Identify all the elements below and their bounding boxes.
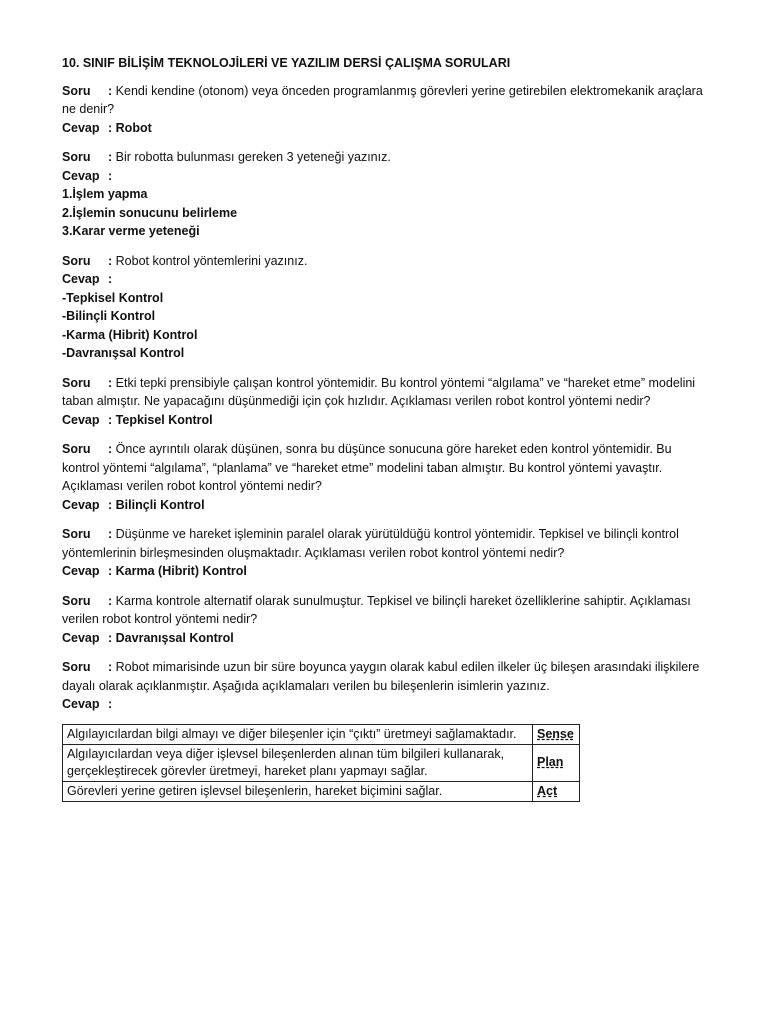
colon: :	[108, 630, 113, 645]
cevap-label: Cevap	[62, 564, 100, 578]
question-text: Önce ayrıntılı olarak düşünen, sonra bu düşünce sonucuna göre hareket eden kontrol yöntemidir. Bu kontrol yöntemi “algılama”, “planlama” ve “hareket etme” modelini taban almıştır. Bu kontrol yöntemi yavaştır. Açıklaması verilen robot kontrol yöntemi nedir?	[62, 442, 672, 493]
colon: :	[108, 497, 113, 512]
component-description: Görevleri yerine getiren işlevsel bileşenlerin, hareket biçimini sağlar.	[63, 781, 533, 801]
cevap-label: Cevap	[62, 272, 100, 286]
soru-label: Soru	[62, 660, 91, 674]
question-row	[62, 148, 706, 167]
answer-row	[62, 270, 706, 289]
question-text: Robot kontrol yöntemlerini yazınız.	[115, 253, 308, 268]
colon: :	[108, 697, 113, 711]
component-description: Algılayıcılardan veya diğer işlevsel bileşenlerden alınan tüm bilgileri kullanarak, gerçekleştirecek görevler üretmeyi, hareket planı yapmayı sağlar.	[63, 744, 533, 781]
soru-label: Soru	[62, 442, 91, 456]
question-row	[62, 82, 706, 119]
soru-label: Soru	[62, 150, 91, 164]
soru-label: Soru	[62, 375, 91, 390]
qa-block-6	[62, 525, 706, 581]
colon: :	[108, 272, 113, 286]
answer-row	[62, 695, 706, 714]
component-description: Algılayıcılardan bilgi almayı ve diğer bileşenler için “çıktı” üretmeyi sağlamaktadır.	[63, 724, 533, 744]
answer-text: Karma (Hibrit) Kontrol	[115, 564, 247, 578]
soru-label: Soru	[62, 593, 91, 608]
soru-label: Soru	[62, 527, 91, 541]
cevap-label: Cevap	[62, 168, 100, 183]
components-table	[62, 724, 580, 802]
question-text: Etki tepki prensibiyle çalışan kontrol yöntemidir. Bu kontrol yöntemi “algılama” ve “hareket etme” modelini taban almıştır. Ne yapacağını düşünmediği için çok hızlıdır. Açıklaması verilen robot kontrol yöntemi nedir?	[62, 375, 696, 408]
colon: :	[108, 83, 113, 98]
answer-row	[62, 167, 706, 186]
question-text: Robot mimarisinde uzun bir süre boyunca yaygın olarak kabul edilen ilkeler üç bileşen arasındaki ilişkilere dayalı olarak açıklanmıştır. Aşağıda açıklamaları verilen bu bileşenlerin isimlerin yazınız.	[62, 660, 700, 693]
answer-row	[62, 562, 706, 581]
soru-label: Soru	[62, 253, 91, 268]
cevap-label: Cevap	[62, 697, 100, 711]
question-text: Kendi kendine (otonom) veya önceden programlanmış görevleri yerine getirebilen elektromekanik araçlara ne denir?	[62, 83, 703, 116]
colon: :	[108, 253, 113, 268]
qa-block-3	[62, 252, 706, 363]
qa-block-1	[62, 82, 706, 138]
list-item: 3.Karar verme yeteneği	[62, 224, 200, 238]
colon: :	[108, 527, 113, 541]
question-row	[62, 440, 706, 496]
colon: :	[108, 168, 113, 183]
qa-block-2	[62, 148, 706, 241]
document-title: 10. SINIF BİLİŞİM TEKNOLOJİLERİ VE YAZILIM DERSİ ÇALIŞMA SORULARI	[62, 56, 511, 70]
cevap-label: Cevap	[62, 630, 100, 645]
component-name: Act	[533, 781, 580, 801]
list-item: 1.İşlem yapma	[62, 187, 148, 201]
list-item: -Tepkisel Kontrol	[62, 290, 164, 305]
qa-block-5	[62, 440, 706, 514]
question-row	[62, 592, 706, 629]
colon: :	[108, 442, 113, 456]
answer-row	[62, 496, 706, 515]
colon: :	[108, 660, 113, 674]
question-row	[62, 252, 706, 271]
table-row	[63, 724, 580, 744]
answer-text: Davranışsal Kontrol	[115, 630, 234, 645]
answer-row	[62, 411, 706, 430]
qa-block-7	[62, 592, 706, 648]
colon: :	[108, 120, 113, 135]
colon: :	[108, 593, 113, 608]
colon: :	[108, 564, 113, 578]
question-text: Bir robotta bulunması gereken 3 yeteneği yazınız.	[115, 150, 391, 164]
answer-text: Tepkisel Kontrol	[115, 412, 213, 427]
table-row	[63, 744, 580, 781]
list-item: -Davranışsal Kontrol	[62, 346, 185, 360]
soru-label: Soru	[62, 83, 91, 98]
colon: :	[108, 412, 113, 427]
question-row	[62, 374, 706, 411]
answer-text: Robot	[115, 120, 152, 135]
qa-block-4	[62, 374, 706, 430]
component-name: Plan	[533, 744, 580, 781]
question-text: Düşünme ve hareket işleminin paralel olarak yürütüldüğü kontrol yöntemidir. Tepkisel ve bilinçli kontrol yöntemlerinin birleşmesinden oluşmaktadır. Açıklaması verilen robot kontrol yöntemi nedir?	[62, 527, 679, 560]
cevap-label: Cevap	[62, 497, 100, 512]
cevap-label: Cevap	[62, 120, 100, 135]
list-item: -Karma (Hibrit) Kontrol	[62, 327, 198, 342]
cevap-label: Cevap	[62, 412, 100, 427]
colon: :	[108, 375, 113, 390]
answer-row	[62, 629, 706, 648]
component-name: Sense	[533, 724, 580, 744]
colon: :	[108, 150, 113, 164]
list-item: 2.İşlemin sonucunu belirleme	[62, 205, 238, 220]
question-row	[62, 525, 706, 562]
question-text: Karma kontrole alternatif olarak sunulmuştur. Tepkisel ve bilinçli hareket özelliklerine sahiptir. Açıklaması verilen robot kontrol yöntemi nedir?	[62, 593, 691, 626]
answer-text: Bilinçli Kontrol	[115, 497, 205, 512]
question-row	[62, 658, 706, 695]
answer-row	[62, 119, 706, 138]
table-row	[63, 781, 580, 801]
qa-block-8	[62, 658, 706, 802]
list-item: -Bilinçli Kontrol	[62, 309, 156, 323]
